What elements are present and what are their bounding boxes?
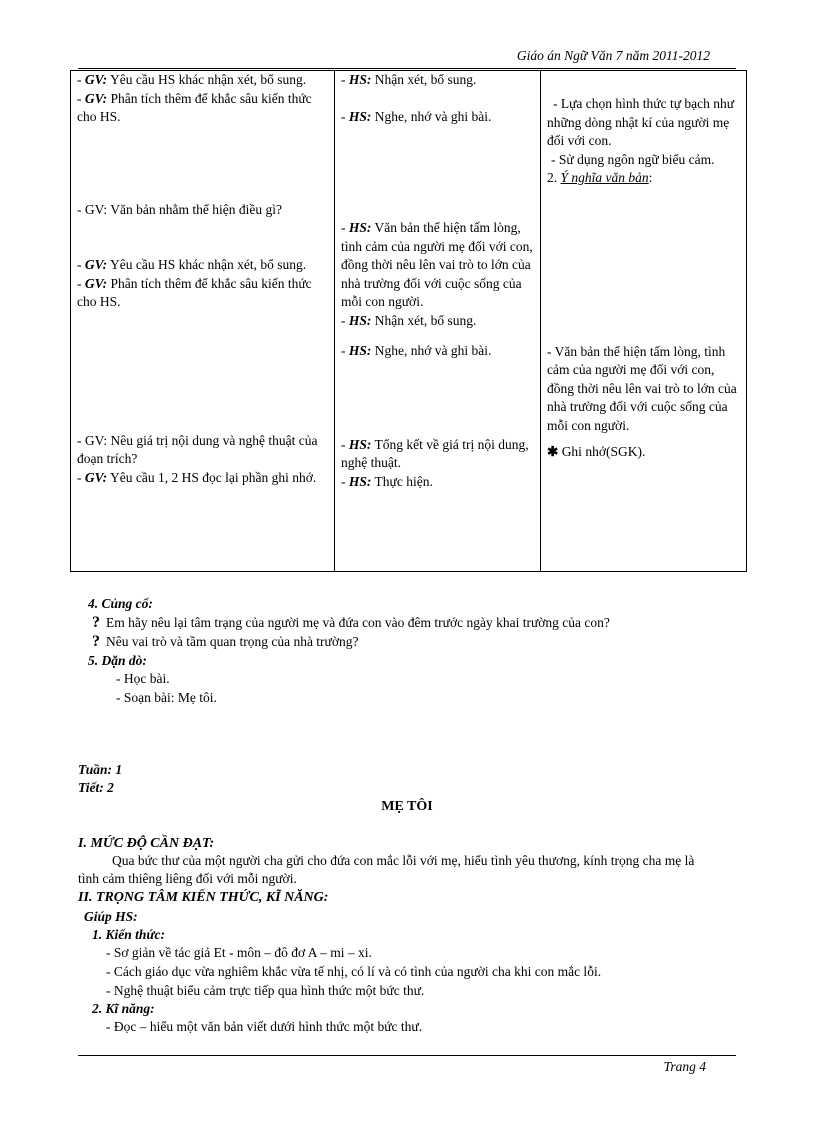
question-item: ? Nêu vai trò và tầm quan trọng của nhà trường? [92,633,359,650]
skills-title: 2. Kĩ năng: [92,1001,155,1016]
section-homework-title: 5. Dặn dò: [88,653,147,668]
content-column [541,71,747,572]
week-label: Tuần: 1 [78,762,123,777]
knowledge-item: - Nghệ thuật biểu cảm trực tiếp qua hình thức một bức thư. [106,983,425,998]
skills-item: - Đọc – hiểu một văn bản viết dưới hình thức một bức thư. [106,1019,423,1034]
period-label: Tiết: 2 [78,780,114,795]
teacher-step: - GV: Yêu cầu 1, 2 HS đọc lại phần ghi nhớ. [77,469,317,485]
header-rule [78,68,736,69]
table-row [71,71,747,572]
content-note: - Sử dụng ngôn ngữ biểu cảm. [551,151,715,167]
question-item: ? Em hãy nêu lại tâm trạng của người mẹ và đứa con vào đêm trước ngày khai trường của con? [92,614,610,631]
page-number: Trang 4 [663,1059,706,1074]
content-note: - Lựa chọn hình thức tự bạch như những dòng nhật kí của người mẹ đối với con. [547,96,735,148]
help-label: Giúp HS: [84,909,138,924]
student-step: - HS: Nghe, nhớ và ghi bài. [341,343,492,358]
teacher-step: - GV: Phân tích thêm để khắc sâu kiến thức cho HS. [77,275,312,309]
student-step: - HS: Nhận xét, bổ sung. [341,312,477,328]
section-1-text: Qua bức thư của một người cha gửi cho đứa con mắc lỗi với mẹ, hiểu tình yêu thương, kính trọng cha mẹ là tình cảm thiêng liêng đối với mỗi người. [78,853,695,886]
page-header: Giáo án Ngữ Văn 7 năm 2011-2012 [516,48,710,63]
knowledge-title: 1. Kiến thức: [92,927,165,942]
teacher-step: - GV: Phân tích thêm để khắc sâu kiến thức cho HS. [77,90,312,124]
student-step: - HS: Văn bản thể hiện tấm lòng, tình cảm của người mẹ đối với con, đồng thời nêu lên vai trò to lớn của nhà trường đối với cuộc sống của mỗi con người. [341,220,533,309]
section-2-title: II. TRỌNG TÂM KIẾN THỨC, KĨ NĂNG: [78,890,329,905]
teacher-step: - GV: Yêu cầu HS khác nhận xét, bổ sung. [77,72,307,87]
footer-rule [78,1055,736,1056]
student-step: - HS: Nghe, nhớ và ghi bài. [341,108,492,124]
teacher-step: - GV: Văn bản nhằm thể hiện điều gì? [77,201,282,217]
question-icon: ? [92,633,100,650]
student-column [335,71,541,572]
student-step: - HS: Tổng kết về giá trị nội dung, nghệ thuật. [341,436,529,470]
teacher-column [71,71,335,572]
teacher-step: - GV: Nêu giá trị nội dung và nghệ thuật của đoạn trích? [77,432,318,466]
content-note: - Văn bản thể hiện tấm lòng, tình cảm của người mẹ đối với con, đồng thời nêu lên vai trò to lớn của nhà trường đối với cuộc sống của mỗi con người. [547,343,737,433]
lesson-table [70,70,747,572]
homework-item: - Học bài. [116,671,170,686]
section-consolidate-title: 4. Củng cố: [88,596,153,611]
section-1-title: I. MỨC ĐỘ CẦN ĐẠT: [78,836,215,851]
student-step: - HS: Nhận xét, bổ sung. [341,72,477,87]
lesson-title: MẸ TÔI [381,799,433,814]
content-heading: 2. Ý nghĩa văn bản: [547,170,653,185]
knowledge-item: - Cách giáo dục vừa nghiêm khắc vừa tế nhị, có lí và có tình của người cha khi con mắc lỗi. [106,964,602,979]
homework-item: - Soạn bài: Mẹ tôi. [116,690,217,705]
content-note: ✱ Ghi nhớ(SGK). [547,444,646,459]
student-step: - HS: Thực hiện. [341,473,433,489]
knowledge-item: - Sơ giản về tác giả Et - môn – đô đơ A – mi – xi. [106,945,372,960]
star-icon: ✱ [547,444,559,459]
teacher-step: - GV: Yêu cầu HS khác nhận xét, bổ sung. [77,257,307,272]
question-icon: ? [92,614,100,631]
